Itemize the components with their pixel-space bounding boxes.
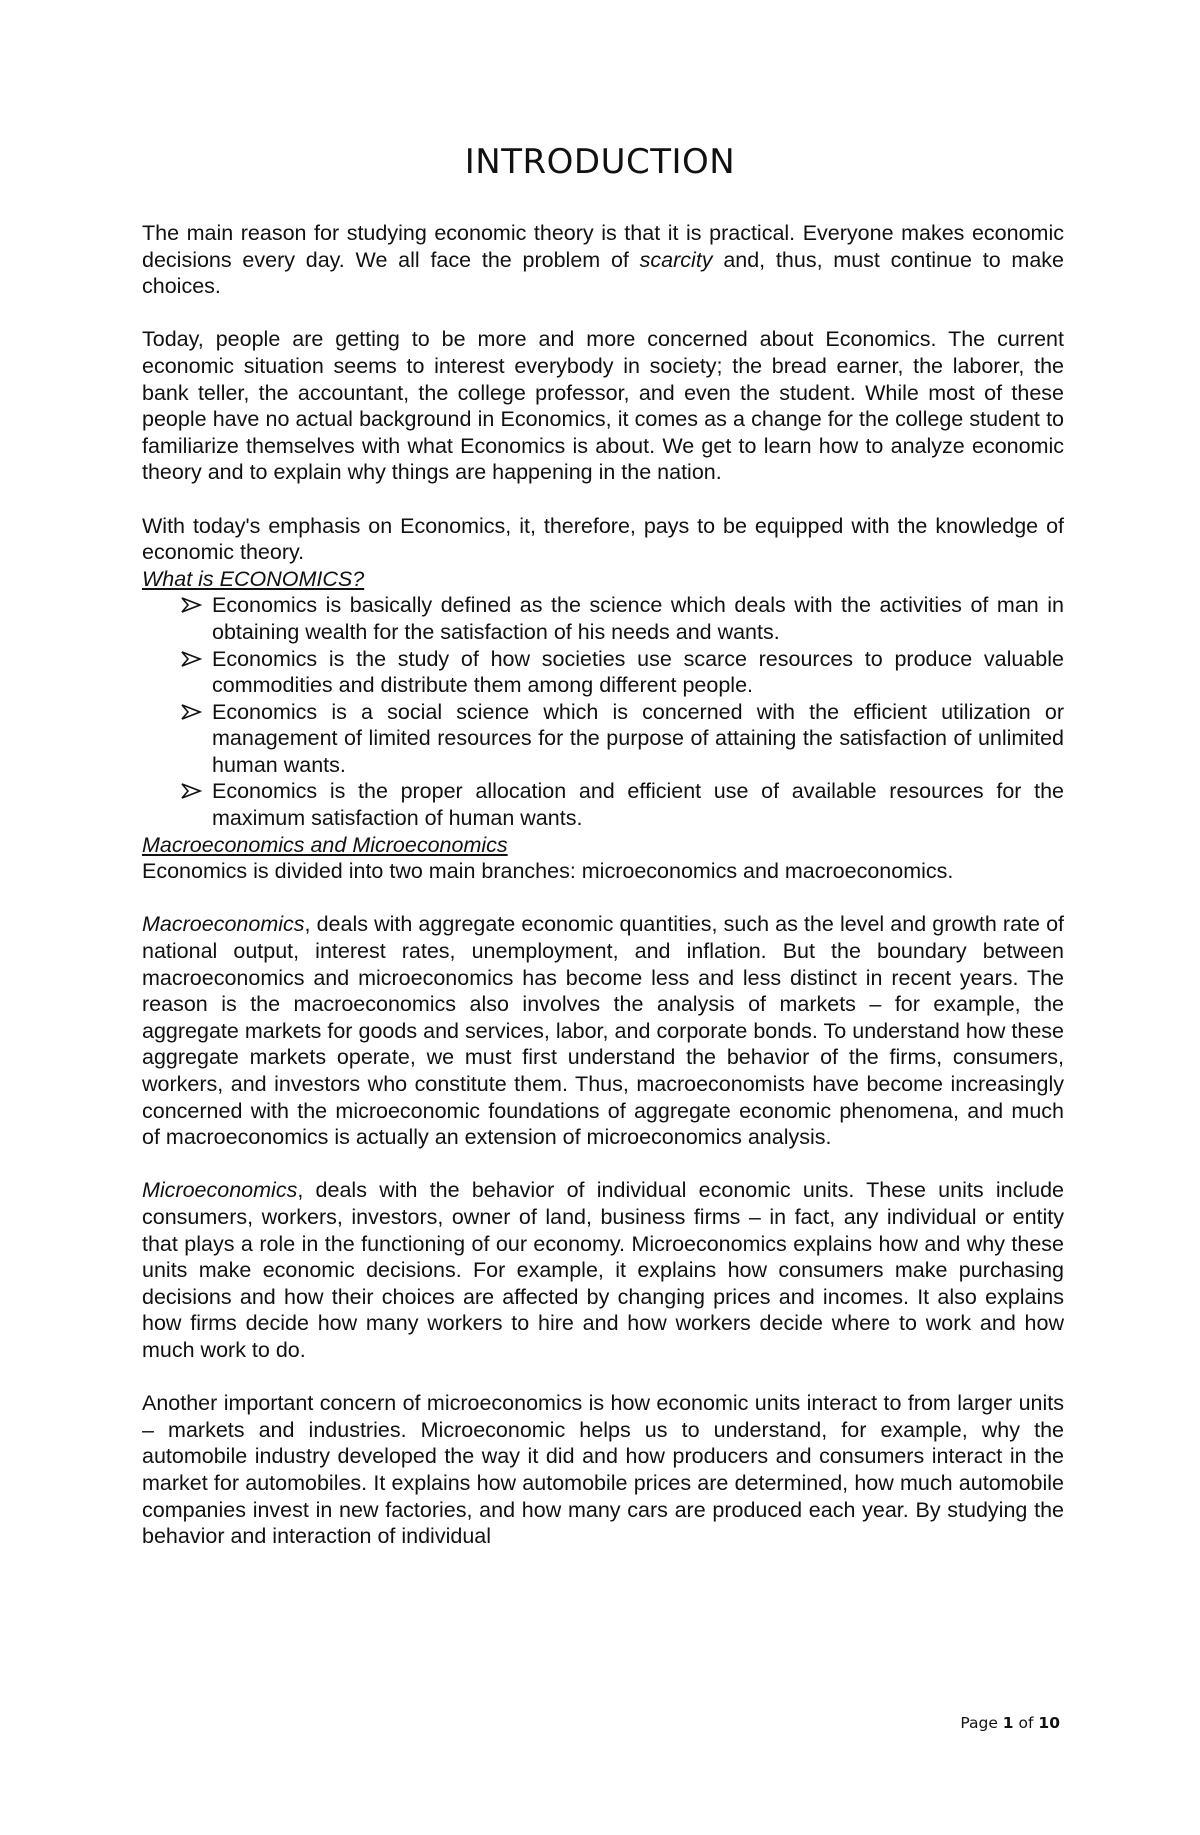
- page-number-footer: Page 1 of 10: [960, 1714, 1060, 1732]
- current-page: 1: [1002, 1714, 1014, 1732]
- macroeconomics-paragraph: Macroeconomics, deals with aggregate economic quantities, such as the level and growth rate of national output, interest rates, unemployment, and inflation. But the boundary between macroeconomics and microeconomics has become less and less distinct in recent years. The reason is the macroeconomics also involves the analysis of markets – for example, the aggregate markets for goods and services, labor, and corporate bonds. To understand how these aggregate markets operate, we must first understand the behavior of the firms, consumers, workers, and investors who constitute them. Thus, macroeconomists have become increasingly concerned with the microeconomic foundations of aggregate economic phenomena, and much of macroeconomics is actually an extension of microeconomics analysis.: [142, 912, 1064, 1150]
- branches-paragraph: Economics is divided into two main branches: microeconomics and macroeconomics.: [142, 859, 954, 884]
- document-body: [142, 220, 1064, 1550]
- macroeconomics-term: Macroeconomics: [142, 912, 305, 937]
- arrow-bullet-icon: [180, 594, 202, 616]
- what-is-economics-heading: What is ECONOMICS?: [142, 566, 365, 591]
- intro-paragraph-1: The main reason for studying economic theory is that it is practical. Everyone makes economic decisions every day. We all face the problem of scarcity and, thus, must continue to make choices.: [142, 221, 1064, 299]
- arrow-bullet-icon: [180, 701, 202, 723]
- units-interaction-paragraph: Another important concern of microeconomics is how economic units interact to from larger units – markets and industries. Microeconomic helps us to understand, for example, why the automobile industry developed the way it did and how producers and consumers interact in the market for automobiles. It explains how automobile prices are determined, how much automobile companies invest in new factories, and how many cars are produced each year. By studying the behavior and interaction of individual: [142, 1391, 1064, 1549]
- arrow-bullet-icon: [180, 780, 202, 802]
- microeconomics-paragraph: Microeconomics, deals with the behavior of individual economic units. These units include consumers, workers, investors, owner of land, business firms – in fact, any individual or entity that plays a role in the functioning of our economy. Microeconomics explains how and why these units make economic decisions. For example, it explains how consumers make purchasing decisions and how their choices are affected by changing prices and incomes. It also explains how firms decide how many workers to hire and how workers decide where to work and how much work to do.: [142, 1178, 1064, 1362]
- list-item: Economics is the proper allocation and efficient use of available resources for the maximum satisfaction of human wants.: [212, 778, 1064, 831]
- macro-micro-heading: Macroeconomics and Microeconomics: [142, 832, 508, 857]
- list-item: Economics is the study of how societies use scarce resources to produce valuable commodities and distribute them among different people.: [212, 646, 1064, 699]
- arrow-bullet-icon: [180, 648, 202, 670]
- total-pages: 10: [1038, 1714, 1060, 1732]
- page-title: INTRODUCTION: [464, 142, 736, 182]
- economics-definitions-list: [142, 592, 1064, 831]
- list-item: Economics is basically defined as the science which deals with the activities of man in obtaining wealth for the satisfaction of his needs and wants.: [212, 592, 1064, 645]
- list-item: Economics is a social science which is concerned with the efficient utilization or management of limited resources for the purpose of attaining the satisfaction of unlimited human wants.: [212, 699, 1064, 779]
- intro-paragraph-2: Today, people are getting to be more and more concerned about Economics. The current economic situation seems to interest everybody in society; the bread earner, the laborer, the bank teller, the accountant, the college professor, and even the student. While most of these people have no actual background in Economics, it comes as a change for the college student to familiarize themselves with what Economics is about. We get to learn how to analyze economic theory and to explain why things are happening in the nation.: [142, 327, 1064, 485]
- microeconomics-term: Microeconomics: [142, 1178, 298, 1203]
- scarcity-term: scarcity: [639, 247, 713, 272]
- intro-paragraph-3: With today's emphasis on Economics, it, therefore, pays to be equipped with the knowledge of economic theory.: [142, 513, 1064, 565]
